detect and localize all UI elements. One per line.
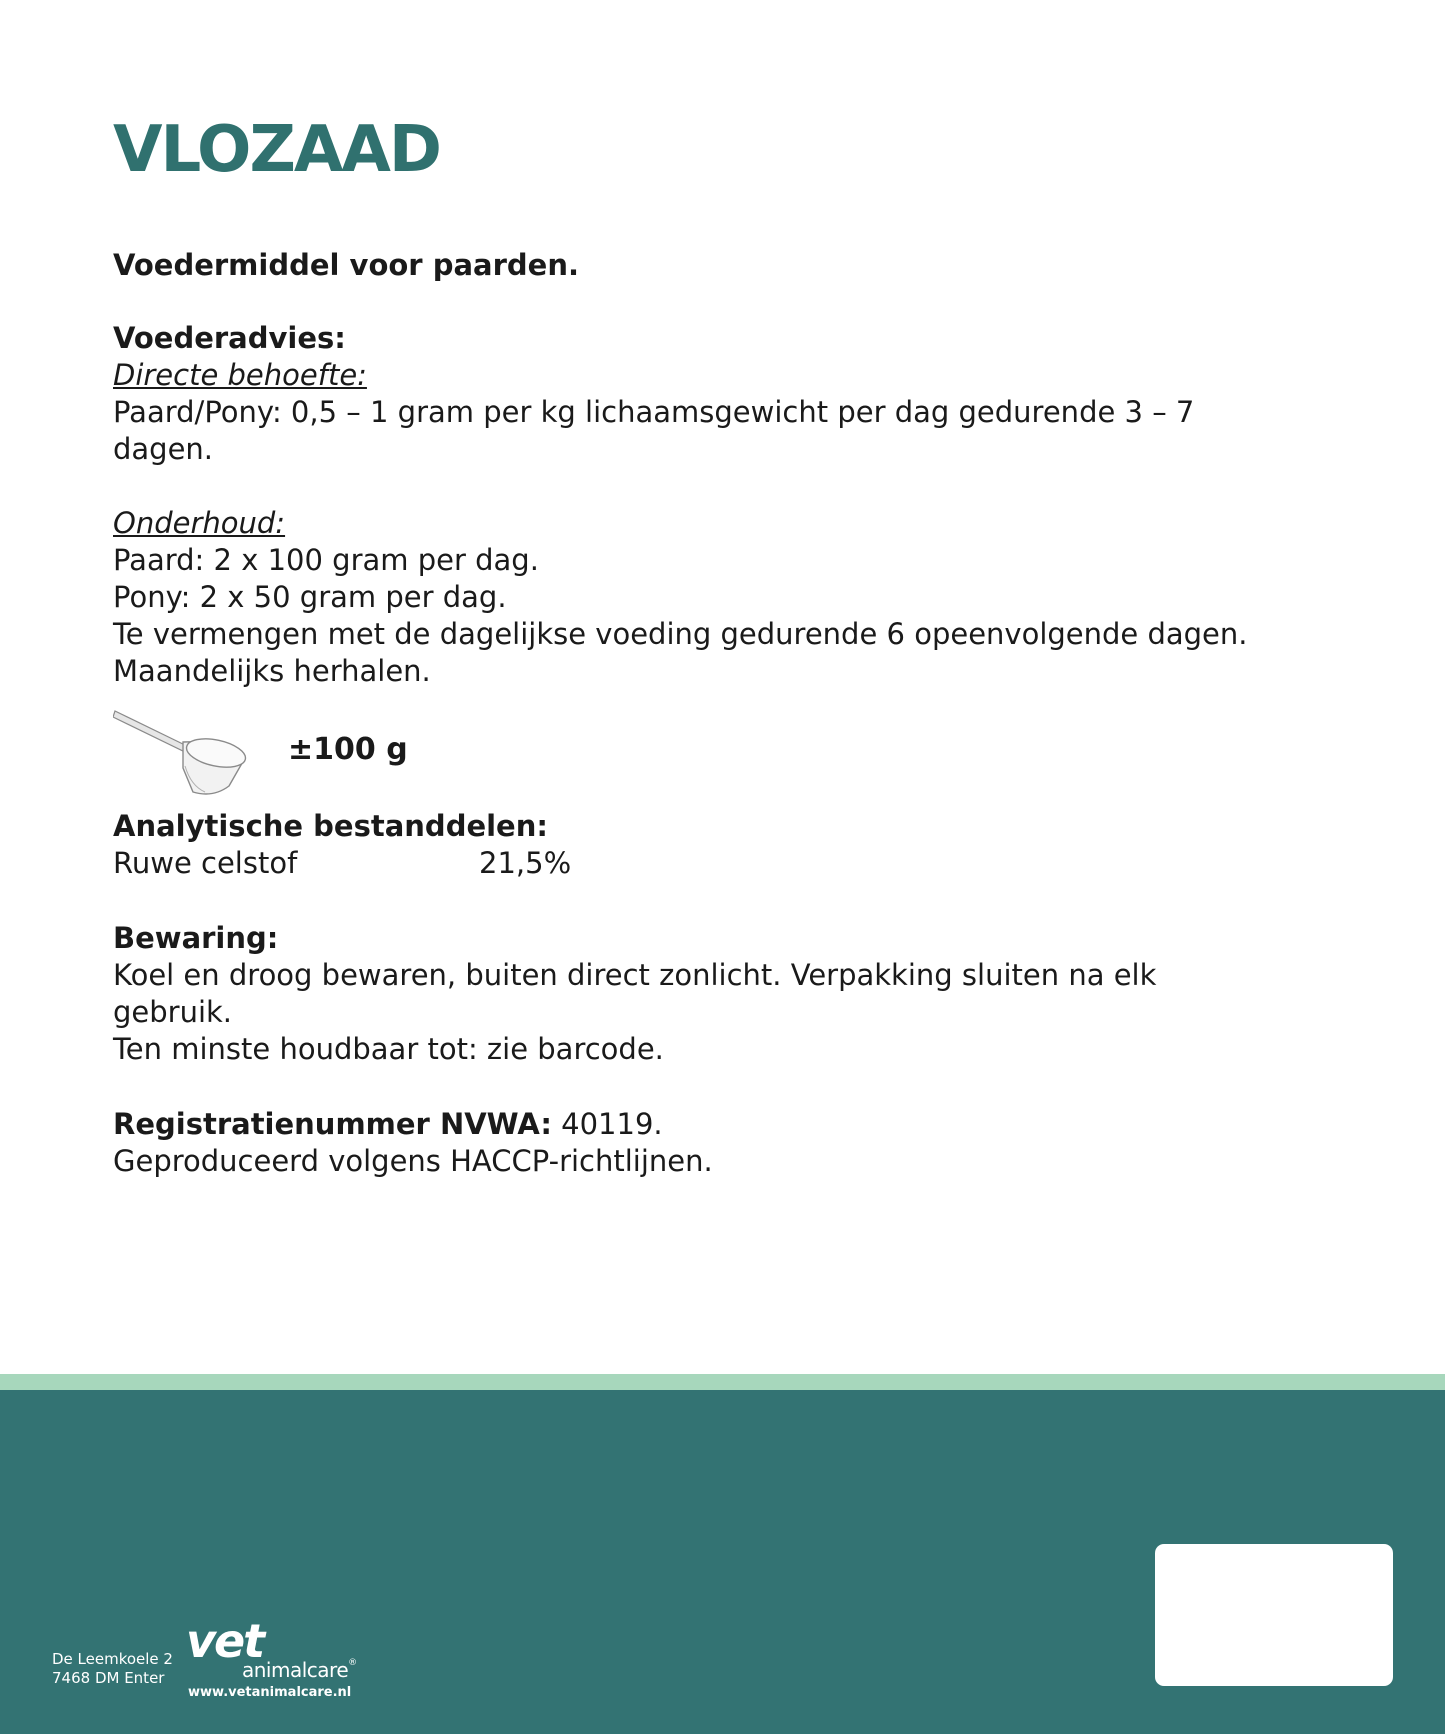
analysis-heading: Analytische bestanddelen: [113, 809, 548, 843]
barcode-placeholder [1155, 1544, 1393, 1686]
maintenance-label: Onderhoud: [113, 506, 286, 540]
storage-line: Koel en droog bewaren, buiten direct zonlicht. Verpakking sluiten na elk [113, 958, 1157, 992]
registered-mark: ® [348, 1658, 357, 1668]
feeding-advice-heading: Voederadvies: [113, 321, 346, 355]
storage-section [113, 920, 1156, 1068]
logo-subtitle [242, 1658, 357, 1682]
registration-line [113, 1106, 713, 1143]
registration-section [113, 1106, 713, 1180]
maintenance-section [113, 505, 1248, 690]
address-line: De Leemkoele 2 [52, 1650, 173, 1668]
maintenance-line: Te vermengen met de dagelijkse voeding gedurende 6 opeenvolgende dagen. [113, 617, 1248, 651]
company-address [52, 1650, 173, 1688]
website-link[interactable]: www.vetanimalcare.nl [188, 1685, 352, 1700]
logo-wordmark: vet [186, 1614, 264, 1668]
scoop-amount: ±100 g [288, 732, 408, 767]
storage-line: gebruik. [113, 995, 233, 1029]
storage-line: Ten minste houdbaar tot: zie barcode. [113, 1032, 664, 1066]
measuring-scoop-icon [113, 706, 253, 796]
vet-animalcare-logo [186, 1614, 366, 1714]
registration-label: Registratienummer NVWA: [113, 1107, 552, 1141]
analysis-row [113, 845, 813, 882]
footer-accent-stripe [0, 1374, 1445, 1390]
footer-band [0, 1390, 1445, 1734]
direct-need-line: dagen. [113, 432, 214, 466]
analysis-value: 21,5% [479, 846, 572, 880]
maintenance-line: Paard: 2 x 100 gram per dag. [113, 543, 539, 577]
scoop-dosage [113, 706, 513, 796]
logo-subtitle-text: animalcare [242, 1658, 349, 1682]
product-subtitle: Voedermiddel voor paarden. [113, 248, 579, 282]
storage-heading: Bewaring: [113, 921, 279, 955]
direct-need-line: Paard/Pony: 0,5 – 1 gram per kg lichaamsgewicht per dag gedurende 3 – 7 [113, 395, 1195, 429]
feeding-advice-section [113, 320, 1194, 468]
analysis-section [113, 808, 813, 882]
address-line: 7468 DM Enter [52, 1669, 165, 1687]
maintenance-line: Pony: 2 x 50 gram per dag. [113, 580, 507, 614]
direct-need-label: Directe behoefte: [113, 358, 367, 392]
haccp-line: Geproduceerd volgens HACCP-richtlijnen. [113, 1144, 713, 1178]
product-title: VLOZAAD [113, 113, 441, 187]
registration-number: 40119. [551, 1107, 663, 1141]
analysis-name: Ruwe celstof [113, 846, 298, 880]
maintenance-line: Maandelijks herhalen. [113, 654, 431, 688]
